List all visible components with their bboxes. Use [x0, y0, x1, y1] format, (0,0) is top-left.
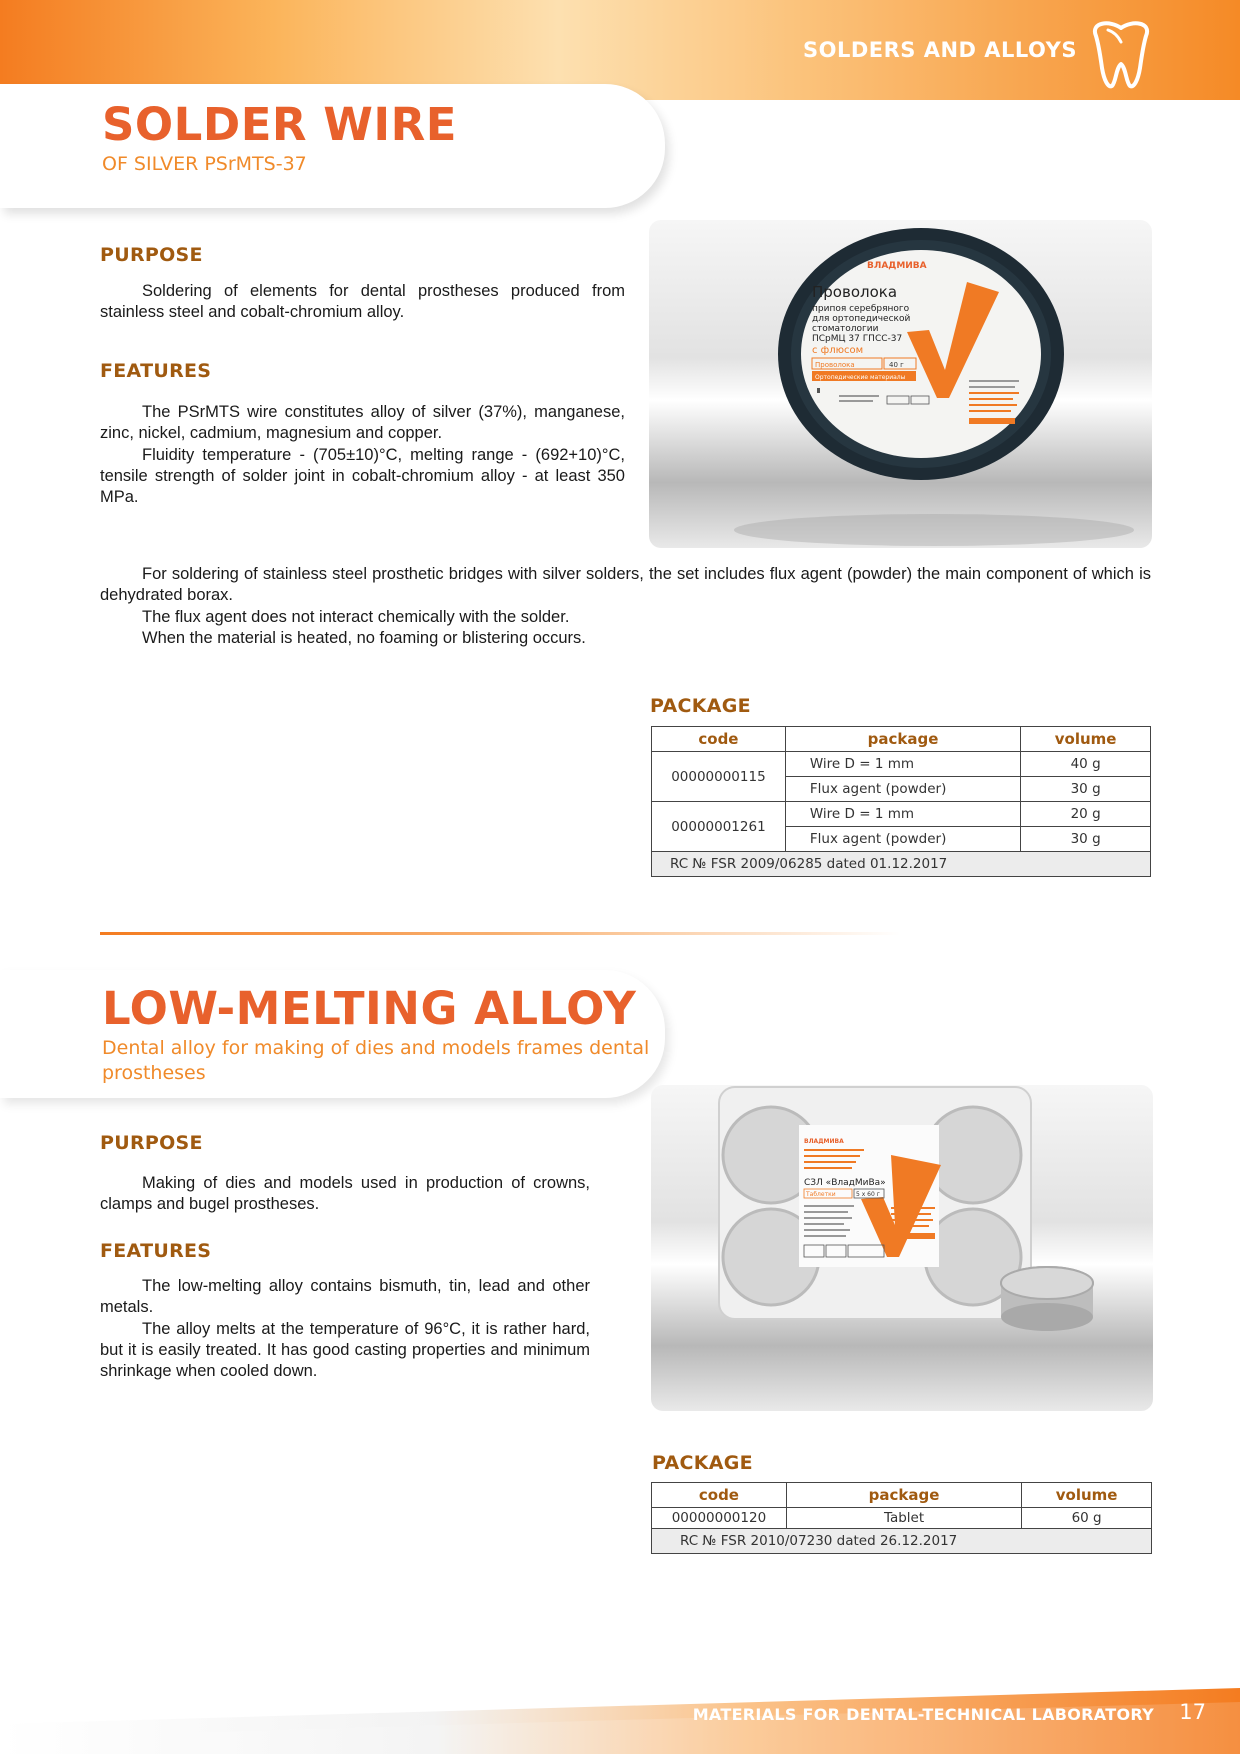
spool-box-value: 40 г [889, 361, 904, 369]
cell-volume: 60 g [1022, 1508, 1152, 1529]
flux-paragraph: For soldering of stainless steel prosthetic bridges with silver solders, the set includes flux agent (powder) the main component of which is dehydrated borax. [100, 565, 1151, 605]
cell-volume: 30 g [1021, 777, 1151, 802]
column-header-code: code [652, 727, 786, 752]
section-label: SOLDERS AND ALLOYS [802, 38, 1077, 62]
cell-volume: 20 g [1021, 802, 1151, 827]
cell-volume: 40 g [1021, 752, 1151, 777]
flux-paragraph: The flux agent does not interact chemically with the solder. [142, 607, 570, 626]
features-heading: FEATURES [100, 360, 212, 382]
cell-package: Wire D = 1 mm [785, 752, 1020, 777]
pack-brand: ВЛАДМИВА [804, 1138, 844, 1145]
spool-label-line: Проволока [812, 283, 898, 301]
cell-package: Flux agent (powder) [785, 827, 1020, 852]
page-number: 17 [1179, 1700, 1206, 1724]
page-title-low-melting-alloy: LOW-MELTING ALLOY [102, 982, 637, 1035]
flux-paragraph: When the material is heated, no foaming or blistering occurs. [142, 628, 586, 647]
package-table-solder-wire [651, 726, 1151, 877]
features-text [100, 402, 625, 508]
table-note-row [652, 1529, 1152, 1554]
cell-volume: 30 g [1021, 827, 1151, 852]
spool-label-line: стоматологии [812, 324, 879, 334]
cell-package: Tablet [786, 1508, 1021, 1529]
table-row [652, 802, 1151, 827]
features-paragraph: Fluidity temperature - (705±10)°C, melting range - (692+10)°C, tensile strength of solder joint in cobalt-chromium alloy - at least 350 MPa. [100, 445, 625, 507]
package-table-low-melting-alloy [651, 1482, 1152, 1554]
column-header-volume: volume [1022, 1483, 1152, 1508]
purpose-text [100, 1173, 590, 1216]
subtitle-low-melting-alloy: Dental alloy for making of dies and models frames dental prostheses [102, 1037, 650, 1084]
spool-label-line: для ортопедической [812, 314, 911, 324]
pack-box-value: 5 х 60 г [856, 1191, 880, 1198]
spool-illustration [649, 220, 1152, 548]
package-heading: PACKAGE [650, 695, 751, 717]
table-row [652, 1508, 1152, 1529]
product-photo-solder-wire [649, 220, 1152, 548]
features-heading: FEATURES [100, 1240, 212, 1262]
features-paragraph: The alloy melts at the temperature of 96°C, it is rather hard, but it is easily treated. It has good casting properties and minimum shrinkage when cooled down. [100, 1319, 590, 1381]
table-note-row [652, 852, 1151, 877]
product-photo-low-melting-alloy [651, 1085, 1153, 1411]
cell-package: Flux agent (powder) [785, 777, 1020, 802]
purpose-paragraph: Making of dies and models used in production of crowns, clamps and bugel prostheses. [100, 1174, 590, 1214]
spool-label-line: ПСрМЦ 37 ГПСС-37 [812, 334, 903, 344]
purpose-paragraph: Soldering of elements for dental prostheses produced from stainless steel and cobalt-chromium alloy. [100, 282, 625, 322]
column-header-code: code [652, 1483, 787, 1508]
table-row [652, 752, 1151, 777]
column-header-package: package [786, 1483, 1021, 1508]
features-paragraph: The PSrMTS wire constitutes alloy of silver (37%), manganese, zinc, nickel, cadmium, magnesium and copper. [100, 403, 625, 443]
column-header-volume: volume [1021, 727, 1151, 752]
spool-category: Ортопедические материалы [815, 374, 906, 381]
registration-note: RC № FSR 2010/07230 dated 26.12.2017 [652, 1529, 1152, 1554]
table-header-row [652, 1483, 1152, 1508]
tooth-icon [1088, 18, 1154, 90]
cell-code: 00000000120 [652, 1508, 787, 1529]
purpose-heading: PURPOSE [100, 1132, 203, 1154]
subtitle-solder-wire: OF SILVER PSrMTS-37 [102, 153, 307, 175]
spool-brand: ВЛАДМИВА [867, 261, 927, 271]
section-divider [100, 932, 900, 935]
column-header-package: package [785, 727, 1020, 752]
pack-box-label: Таблетки [806, 1191, 836, 1198]
features-text [100, 1276, 590, 1382]
purpose-text [100, 281, 625, 324]
cell-package: Wire D = 1 mm [785, 802, 1020, 827]
tablet-pack-illustration [651, 1085, 1153, 1411]
cell-code: 00000001261 [652, 802, 786, 852]
spool-box-label: Проволока [815, 361, 855, 369]
package-heading: PACKAGE [652, 1452, 753, 1474]
purpose-heading: PURPOSE [100, 244, 203, 266]
spool-accent-line: с флюсом [812, 345, 864, 356]
pack-label-title: СЗЛ «ВладМиВа» [804, 1178, 886, 1188]
spool-label-line: припоя серебряного [812, 304, 910, 314]
table-header-row [652, 727, 1151, 752]
footer-label: MATERIALS FOR DENTAL-TECHNICAL LABORATORY [692, 1705, 1154, 1724]
features-paragraph: The low-melting alloy contains bismuth, tin, lead and other metals. [100, 1277, 590, 1317]
flux-description [100, 564, 1151, 649]
page-title-solder-wire: SOLDER WIRE [102, 98, 458, 151]
registration-note: RC № FSR 2009/06285 dated 01.12.2017 [652, 852, 1151, 877]
cell-code: 00000000115 [652, 752, 786, 802]
